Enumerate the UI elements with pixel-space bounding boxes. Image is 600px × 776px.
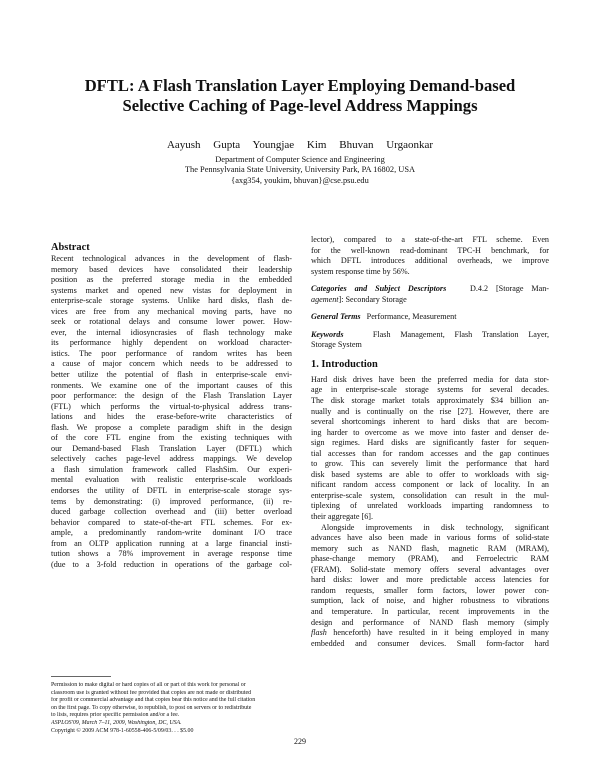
paper-title [40, 76, 560, 116]
affiliation [40, 155, 560, 186]
footnote-line: to lists, requires prior specific permission and/or a fee. [51, 712, 180, 719]
abstract-line: ronments. We examine one of the important causes of this [51, 380, 292, 390]
abstract-line: (due to a 3-fold reduction in operations of the garbage col- [51, 559, 292, 569]
general-terms-block [311, 312, 549, 323]
intro-line: The disk storage market totals approximately $34 billion an- [311, 396, 549, 406]
footnote-venue: ASPLOS'09, March 7–11, 2009, Washington, DC, USA. [51, 719, 182, 726]
intro-paragraph-1 [311, 375, 549, 523]
intro-line: hard disks: lower and more predictable access latencies for [311, 575, 549, 585]
abstract-line: tution shows a 78% improvement in average response time [51, 549, 292, 559]
intro-line: sign regimes. Hard disks are significantly faster for sequen- [311, 438, 549, 448]
abstract-line: lector), compared to a state-of-the-art FTL scheme. Even [311, 235, 549, 244]
intro-line: nually and is continually on the rise [27]. However, there are [311, 406, 549, 416]
footnote-line: Permission to make digital or hard copies of all or part of this work for personal or [51, 682, 246, 688]
keywords-block [311, 330, 549, 351]
intro-line: sumption, lack of noise, and higher robustness to vibrations [311, 596, 549, 606]
intro-line: embedded and consumer devices. Small form-factor hard [311, 638, 549, 648]
abstract-line: lations and hides the erase-before-write characteristics of [51, 412, 292, 422]
footnote-line: for profit or commercial advantage and that copies bear this notice and the full citation [51, 697, 256, 704]
page-number: 229 [294, 737, 306, 746]
abstract-line: our Demand-based Flash Translation Layer (DFTL) which [51, 443, 292, 453]
left-column [51, 241, 292, 570]
categories-italic: agement [311, 294, 339, 304]
categories-text-2: ]: Secondary Storage [338, 294, 407, 304]
copyright-footnote [51, 682, 289, 735]
abstract-line: istics. The poor performance of random writes has been [51, 348, 292, 358]
intro-line: Alongside improvements in disk technology, significant [321, 522, 549, 532]
intro-line: design and performance of NAND flash memory (simply [311, 617, 549, 627]
abstract-line: system response time by 56%. [311, 266, 410, 276]
general-terms-text: Performance, Measurement [366, 312, 457, 322]
abstract-line: a cause of major concern which needs to be addressed to [51, 359, 292, 369]
intro-line: phase-change memory (PRAM), and Ferroelectric RAM [311, 554, 549, 564]
categories-block [311, 284, 549, 305]
intro-line: memory such as NAND flash, magnetic RAM (MRAM), [311, 543, 549, 553]
title-line: DFTL: A Flash Translation Layer Employing Demand-based [84, 76, 516, 95]
abstract-line: its performance highly dependent on workload character- [51, 338, 292, 348]
intro-line: disk based systems are able to offer to workloads with sig- [311, 469, 549, 479]
abstract-line: seek or rotational delays and consume lower power. How- [51, 317, 292, 327]
intro-line: ing harder to overcome as we move into faster and denser de- [311, 427, 549, 437]
right-column [311, 235, 549, 649]
intro-line: Hard disk drives have been the preferred media for data stor- [311, 374, 549, 384]
abstract-line: selectively caches page-level address mappings. We develop [51, 454, 292, 464]
abstract-line: flash. We propose a complete paradigm shift in the design [51, 422, 292, 432]
intro-line: and temperature. In particular, recent improvements in the [311, 606, 549, 616]
abstract-continued [311, 235, 549, 277]
introduction-heading: 1. Introduction [311, 358, 378, 370]
affiliation-line: The Pennsylvania State University, University Park, PA 16802, USA [184, 165, 416, 175]
abstract-line: ever, the internal idiosyncrasies of flash technology make [51, 327, 292, 337]
abstract-line: (FTL) which performs the virtual-to-physical address trans- [51, 401, 292, 411]
abstract-line: behavior compared to state-of-the-art FTL schemes. For ex- [51, 517, 292, 527]
abstract-line: for the well-known read-dominant TPC-H benchmark, for [311, 245, 549, 255]
footnote-rule [51, 676, 111, 677]
abstract-line: better utilize the potential of flash in enterprise-scale envi- [51, 370, 292, 380]
intro-line-rest: henceforth) have resulted in it being employed in many [326, 628, 549, 638]
intro-line: tial accesses than for random accesses and the gap continues [311, 448, 549, 458]
keywords-text: Flash Management, Flash Translation Layer, [372, 329, 549, 339]
abstract-line: from an OLTP application running at a large financial insti- [51, 538, 292, 548]
intro-line: advances have also been made in various forms of solid-state [311, 533, 549, 543]
intro-line: age in enterprise-scale storage systems for several decades. [311, 385, 549, 395]
abstract-line: systems market and opened new vistas for deployment in [51, 285, 292, 295]
abstract-line: endorses the utility of DFTL in enterprise-scale storage sys- [51, 486, 292, 496]
footnote-line: classroom use is granted without fee provided that copies are not made or distributed [51, 689, 252, 696]
abstract-line: position as the preferred storage media in the embedded [51, 275, 292, 285]
affiliation-line: Department of Computer Science and Engineering [215, 155, 385, 164]
abstract-line: enterprise-scale storage systems. Unlike hard disks, flash de- [51, 296, 292, 306]
abstract-line: which DFTL introduces additional overheads, we improve [311, 256, 549, 266]
abstract-body [51, 254, 292, 570]
categories-text: D.4.2 [Storage Man- [470, 284, 549, 294]
intro-line: nificant random access component or lack of locality. In an [311, 480, 549, 490]
abstract-line: vices are free from any mechanical moving parts, have no [51, 306, 292, 316]
abstract-line: of the core FTL engine from the existing techniques with [51, 433, 292, 443]
abstract-line: ample, a predominantly random-write dominant I/O trace [51, 528, 292, 538]
abstract-line: Recent technological advances in the development of flash- [51, 254, 292, 263]
abstract-line: mental evaluation with realistic enterprise-scale workloads [51, 475, 292, 485]
intro-line: enterprise-scale system, consolidation can result in the mul- [311, 490, 549, 500]
title-line: Selective Caching of Page-level Address Mappings [122, 96, 478, 115]
abstract-line: a flash simulation framework called FlashSim. Our experi- [51, 464, 292, 474]
abstract-line: poor performance: the design of the Flash Translation Layer [51, 391, 292, 401]
intro-line: to grow. This can severely limit the performance that hard [311, 459, 549, 469]
footnote-copyright: Copyright © 2009 ACM 978-1-60558-406-5/09/03. . . $5.00 [51, 727, 194, 734]
author-list: Aayush Gupta Youngjae Kim Bhuvan Urgaonkar [166, 139, 434, 151]
abstract-heading: Abstract [51, 242, 90, 253]
categories-label: Categories and Subject Descriptors [311, 284, 447, 294]
general-terms-label: General Terms [311, 312, 361, 322]
keywords-label: Keywords [311, 329, 344, 339]
affiliation-line: {axg354, youkim, bhuvan}@cse.psu.edu [231, 175, 369, 185]
intro-line: several shortcomings inherent to hard disks that are becom- [311, 417, 549, 427]
intro-line: (FRAM). Solid-state memory offers several advantages over [311, 564, 549, 574]
abstract-line: memory based devices have consolidated their leadership [51, 264, 292, 274]
intro-italic-word: flash [311, 628, 327, 638]
intro-paragraph-2 [311, 523, 549, 650]
intro-line: random requests, smaller form factors, lower power con- [311, 585, 549, 595]
keywords-text-2: Storage System [311, 340, 362, 350]
abstract-line: duced garbage collection overhead and (iii) better overload [51, 507, 292, 517]
abstract-line: tems by demonstrating: (i) improved performance, (ii) re- [51, 496, 292, 506]
intro-line: their aggregate [6]. [311, 512, 374, 522]
footnote-line: on the first page. To copy otherwise, to republish, to post on servers or to redistribute [51, 704, 252, 711]
intro-line: tiplexing of unrelated workloads imparting randomness to [311, 501, 549, 511]
